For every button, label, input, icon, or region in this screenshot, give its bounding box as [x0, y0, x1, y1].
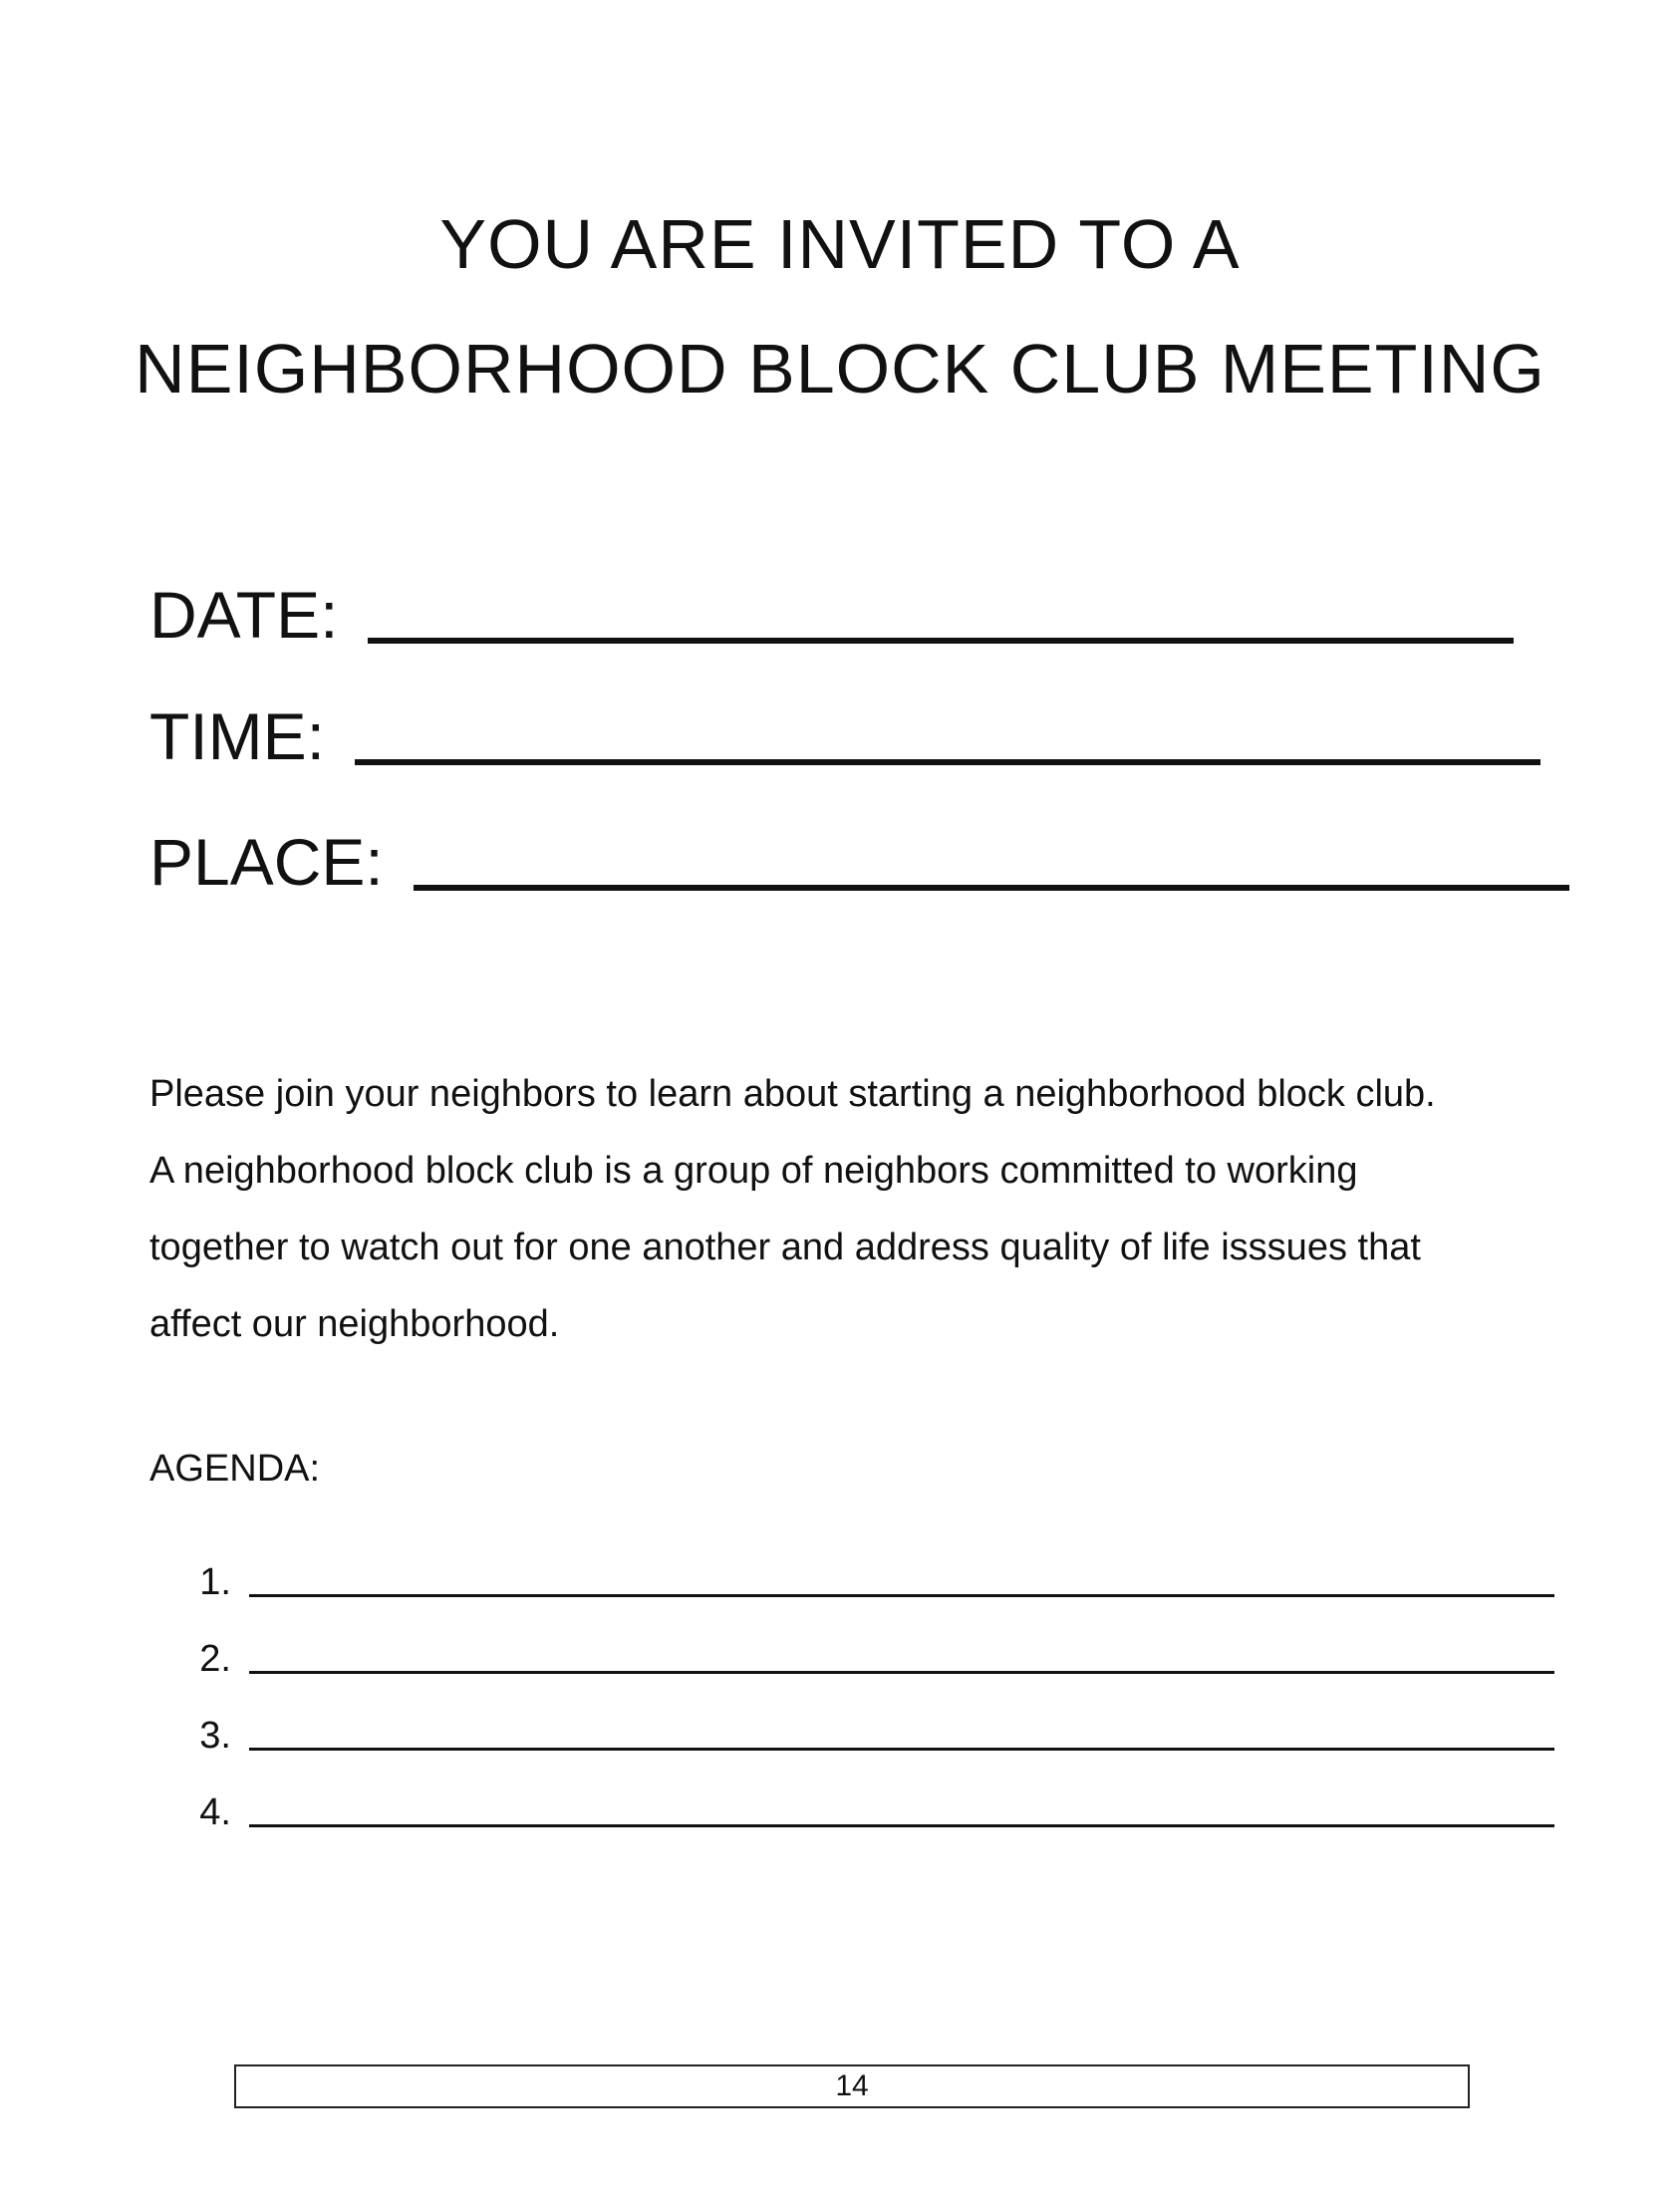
page-number: 14 — [835, 2069, 869, 2102]
paragraph-line-3: together to watch out for one another and address quality of life isssues that — [149, 1227, 1421, 1268]
agenda-item-number: 1. — [199, 1561, 231, 1603]
invitation-title-line-1: YOU ARE INVITED TO A — [439, 205, 1241, 283]
agenda-blank-line — [249, 1594, 1554, 1597]
date-label: DATE: — [149, 578, 339, 652]
agenda-item — [149, 1524, 1554, 1601]
agenda-blank-line — [249, 1824, 1554, 1827]
time-blank-line — [355, 759, 1540, 765]
agenda-list — [149, 1524, 1554, 1831]
paragraph-line-1: Please join your neighbors to learn about starting a neighborhood block club. — [149, 1073, 1436, 1115]
agenda-item — [149, 1755, 1554, 1831]
agenda-item-number: 2. — [199, 1638, 231, 1680]
place-blank-line — [414, 885, 1569, 891]
invitation-paragraph — [149, 1056, 1564, 1363]
agenda-item — [149, 1601, 1554, 1678]
page-number-box — [234, 2064, 1470, 2108]
agenda-blank-line — [249, 1748, 1554, 1751]
agenda-item — [149, 1678, 1554, 1755]
agenda-item-number: 3. — [199, 1715, 231, 1757]
paragraph-line-4: affect our neighborhood. — [149, 1303, 560, 1345]
time-field-row — [149, 660, 1540, 773]
agenda-blank-line — [249, 1671, 1554, 1674]
paragraph-line-2: A neighborhood block club is a group of neighbors committed to working — [149, 1150, 1358, 1192]
date-blank-line — [368, 638, 1514, 644]
time-label: TIME: — [149, 699, 325, 773]
date-field-row — [149, 538, 1514, 652]
place-label: PLACE: — [149, 825, 384, 899]
agenda-title: AGENDA: — [149, 1448, 321, 1490]
agenda-item-number: 4. — [199, 1791, 231, 1833]
place-field-row — [149, 785, 1569, 899]
invitation-title-line-2: NEIGHBORHOOD BLOCK CLUB MEETING — [135, 330, 1545, 408]
